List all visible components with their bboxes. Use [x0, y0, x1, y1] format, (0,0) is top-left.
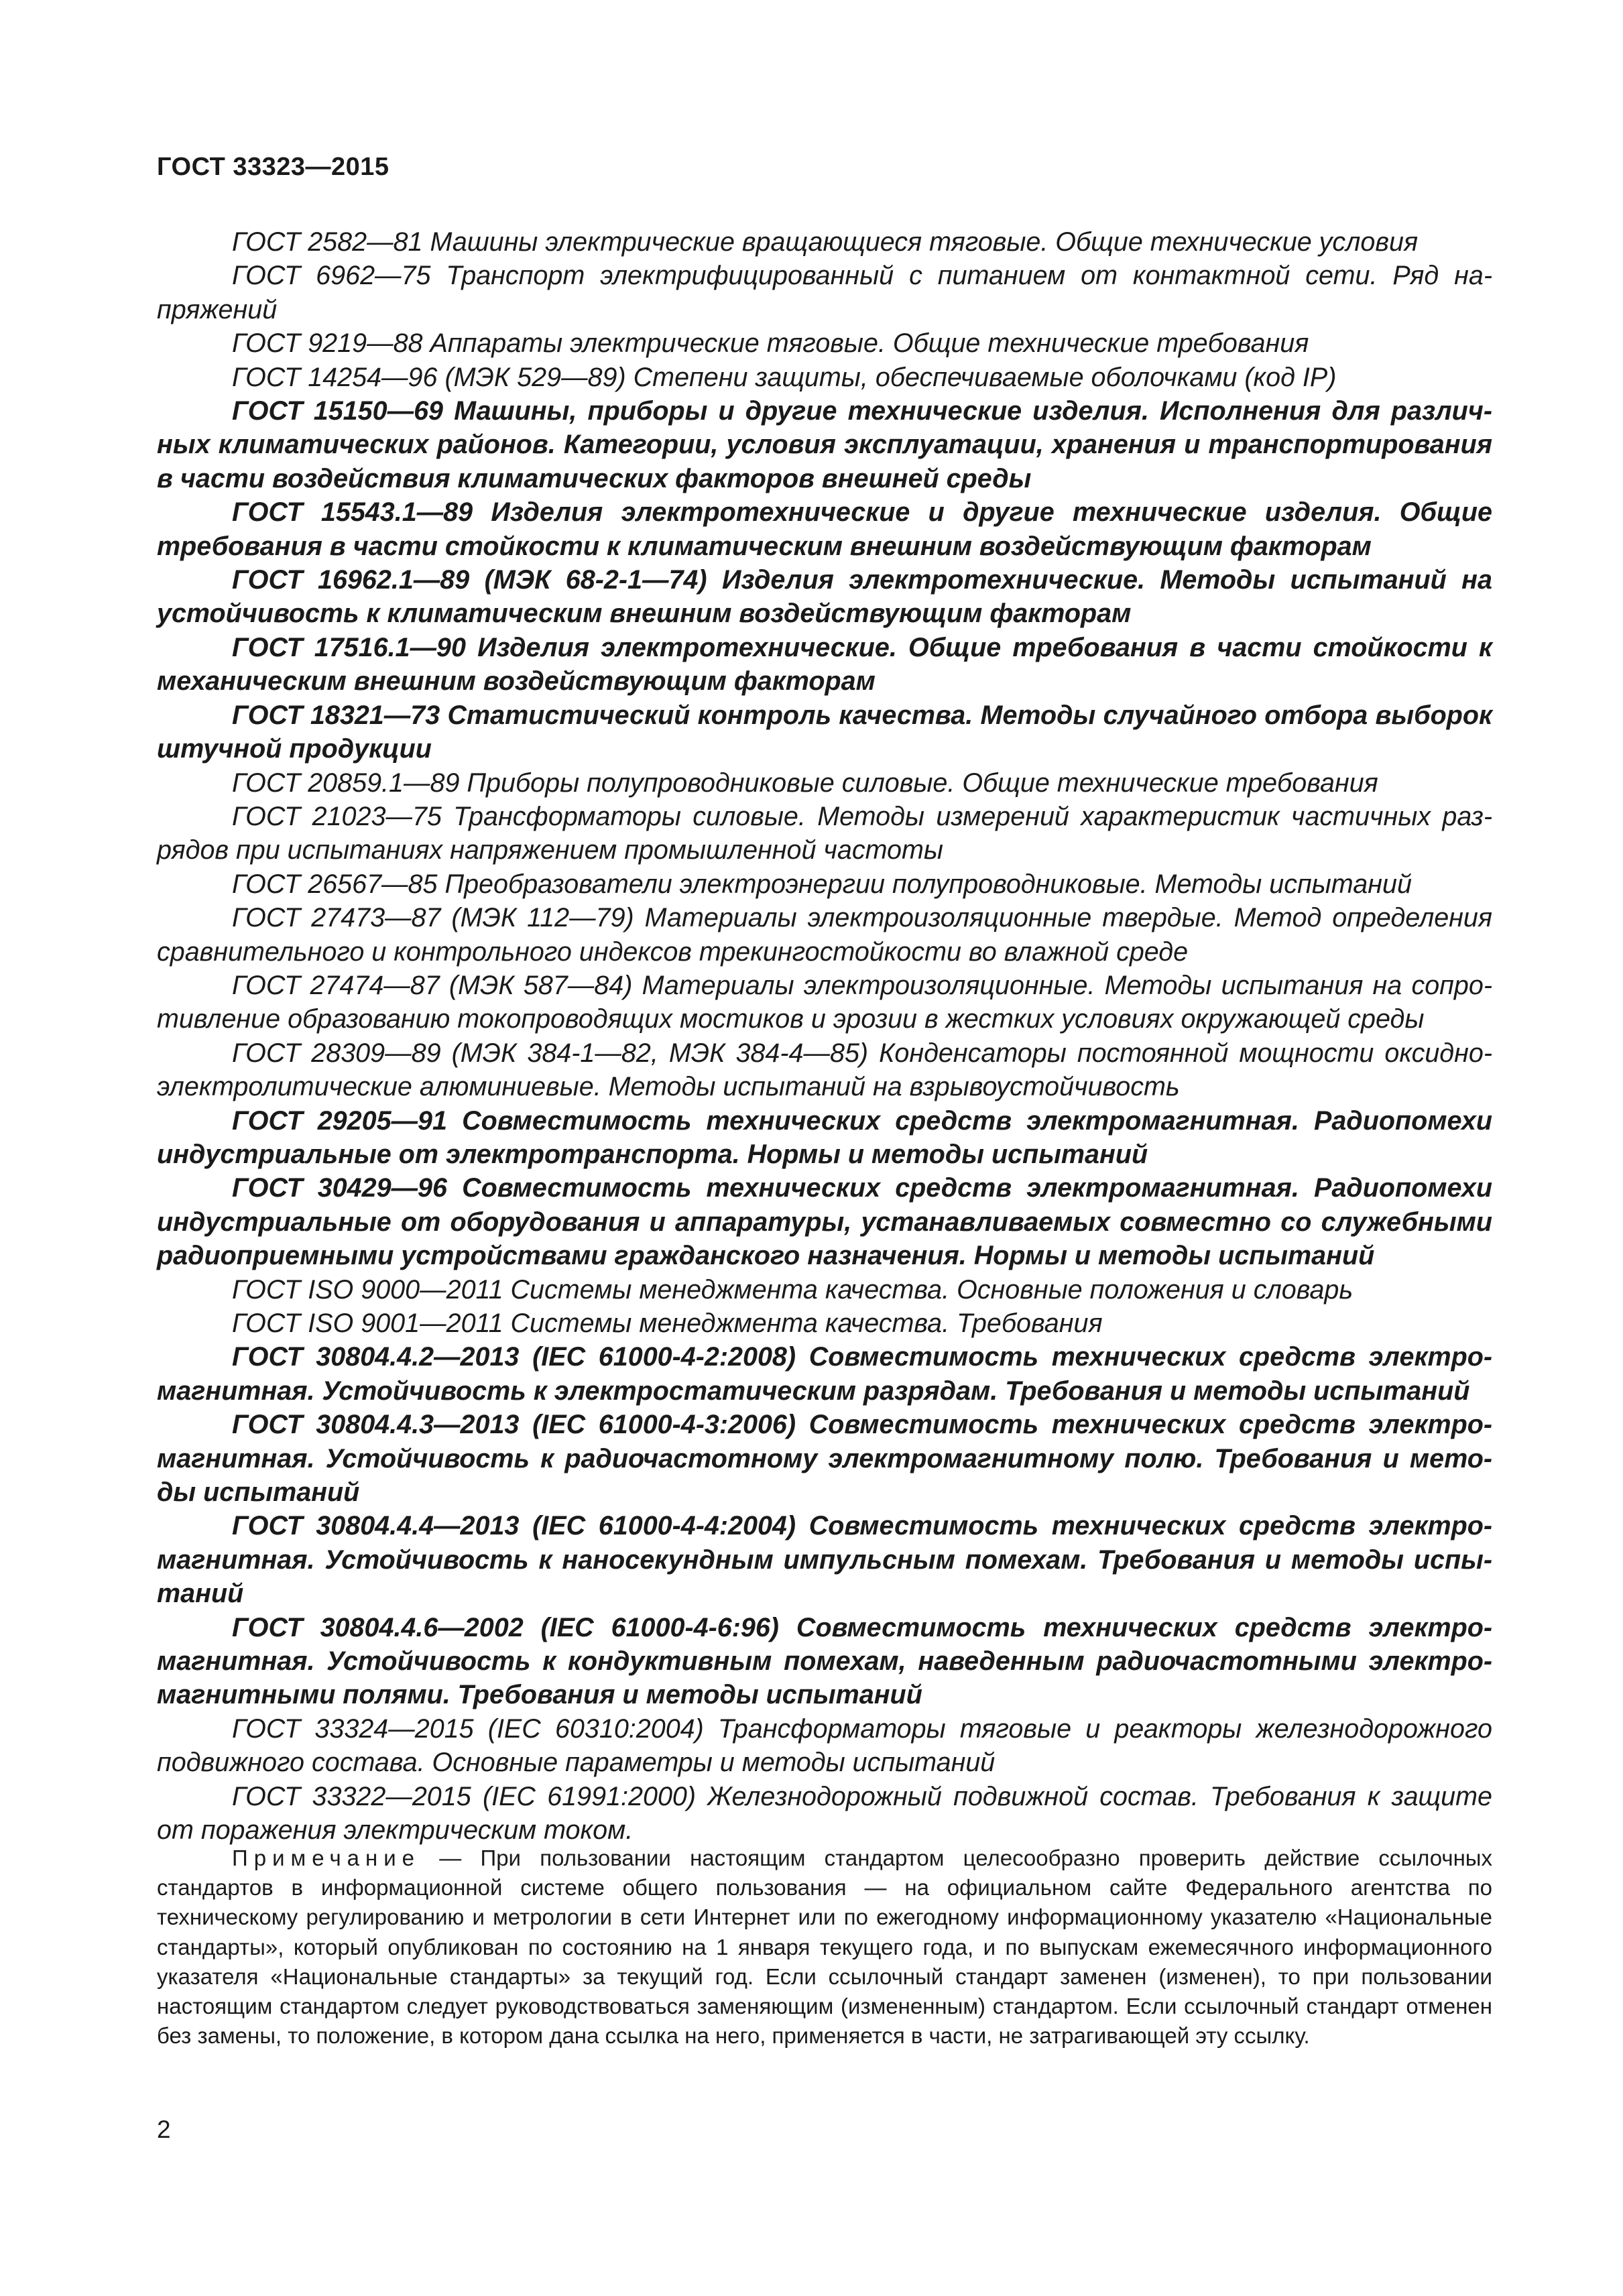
normative-references-list — [157, 225, 1492, 1848]
reference-item: ГОСТ 27473—87 (МЭК 112—79) Материалы электроизоляционные твердые. Метод определения сравнительного и контрольного индексов трекингостойкости во влажной среде — [157, 903, 1492, 967]
reference-item: ГОСТ 2582—81 Машины электрические вращающиеся тяговые. Общие технические условия — [232, 227, 1419, 257]
reference-item: ГОСТ 30429—96 Совместимость технических средств электромагнитная. Радиопомехи индустриальные от оборудования и аппаратуры, устанавливаемых совместно со служебными радиоприемными устройствами гражданского назначения. Нормы и методы испытаний — [157, 1173, 1492, 1271]
note-paragraph — [157, 1844, 1492, 2051]
reference-item: ГОСТ ISO 9001—2011 Системы менеджмента качества. Требования — [232, 1309, 1103, 1338]
reference-item: ГОСТ 6962—75 Транспорт электрифицированный с питанием от контактной сети. Ряд напряжений — [157, 261, 1492, 324]
reference-item: ГОСТ 30804.4.4—2013 (IEC 61000-4-4:2004) Совместимость технических средств электромагнитная. Устойчивость к наносекундным импульсным помехам. Требования и методы испытаний — [157, 1511, 1492, 1609]
document-header: ГОСТ 33323—2015 — [157, 153, 389, 181]
reference-item: ГОСТ 33324—2015 (IEC 60310:2004) Трансформаторы тяговые и реакторы железнодорожного подвижного состава. Основные параметры и методы испытаний — [157, 1713, 1492, 1778]
reference-item: ГОСТ 14254—96 (МЭК 529—89) Степени защиты, обеспечиваемые оболочками (код IP) — [232, 362, 1337, 392]
reference-item: ГОСТ 33322—2015 (IEC 61991:2000) Железнодорожный подвижной состав. Требования к защите от поражения электрическим током. — [157, 1781, 1492, 1846]
reference-item: ГОСТ 16962.1—89 (МЭК 68-2-1—74) Изделия электротехнические. Методы испытаний на устойчивость к климатическим внешним воздействующим факторам — [157, 565, 1492, 629]
reference-item: ГОСТ 17516.1—90 Изделия электротехнические. Общие требования в части стойкости к механическим внешним воздействующим факторам — [157, 632, 1492, 697]
reference-item: ГОСТ 30804.4.6—2002 (IEC 61000-4-6:96) Совместимость технических средств электромагнитная. Устойчивость к кондуктивным помехам, наведенным радиочастотными электромагнитными полями. Требования и методы испытаний — [157, 1612, 1492, 1710]
reference-item: ГОСТ 20859.1—89 Приборы полупроводниковые силовые. Общие технические требования — [232, 768, 1378, 798]
reference-item: ГОСТ 26567—85 Преобразователи электроэнергии полупроводниковые. Методы испытаний — [232, 869, 1412, 899]
reference-item: ГОСТ ISO 9000—2011 Системы менеджмента качества. Основные положения и словарь — [232, 1274, 1354, 1305]
reference-item: ГОСТ 15150—69 Машины, приборы и другие технические изделия. Исполнения для различных климатических районов. Категории, условия эксплуатации, хранения и транспортирования в части воздействия климатических факторов внешней среды — [157, 396, 1492, 493]
reference-item: ГОСТ 29205—91 Совместимость технических средств электромагнитная. Радиопомехи индустриальные от электротранспорта. Нормы и методы испытаний — [157, 1105, 1492, 1169]
note-label: Примечание — [232, 1846, 421, 1870]
reference-item: ГОСТ 28309—89 (МЭК 384-1—82, МЭК 384-4—85) Конденсаторы постоянной мощности оксидно-электролитические алюминиевые. Методы испытаний на взрывоустойчивость — [157, 1038, 1492, 1102]
page-number: 2 — [157, 2116, 171, 2143]
reference-item: ГОСТ 18321—73 Статистический контроль качества. Методы случайного отбора выборок штучной продукции — [157, 700, 1492, 764]
reference-item: ГОСТ 15543.1—89 Изделия электротехнические и другие технические изделия. Общие требования в части стойкости к климатическим внешним воздействующим факторам — [157, 497, 1492, 561]
reference-item: ГОСТ 30804.4.2—2013 (IEC 61000-4-2:2008) Совместимость технических средств электромагнитная. Устойчивость к электростатическим разрядам. Требования и методы испытаний — [157, 1342, 1492, 1406]
reference-item: ГОСТ 27474—87 (МЭК 587—84) Материалы электроизоляционные. Методы испытания на сопротивление образованию токопроводящих мостиков и эрозии в жестких условиях окружающей среды — [157, 970, 1492, 1034]
reference-item: ГОСТ 21023—75 Трансформаторы силовые. Методы измерений характеристик частичных разрядов при испытаниях напряжением промышленной частоты — [157, 801, 1492, 865]
note-text: — При пользовании настоящим стандартом целесообразно проверить действие ссылочных стандартов в информационной системе общего пользования — на официальном сайте Федерального агентства по техническому регулированию и метрологии в сети Интернет или по ежегодному информационному указателю «Национальные стандарты», который опубликован по состоянию на 1 января текущего года, и по выпускам ежемесячного информационного указателя «Национальные стандарты» за текущий год. Если ссылочный стандарт заменен (изменен), то при пользовании настоящим стандартом следует руководствоваться заменяющим (измененным) стандартом. Если ссылочный стандарт отменен без замены, то положение, в котором дана ссылка на него, применяется в части, не затрагивающей эту ссылку. — [157, 1846, 1493, 2049]
reference-item: ГОСТ 9219—88 Аппараты электрические тяговые. Общие технические требования — [232, 328, 1309, 359]
reference-item: ГОСТ 30804.4.3—2013 (IEC 61000-4-3:2006) Совместимость технических средств электромагнитная. Устойчивость к радиочастотному электромагнитному полю. Требования и методы испытаний — [157, 1410, 1492, 1508]
